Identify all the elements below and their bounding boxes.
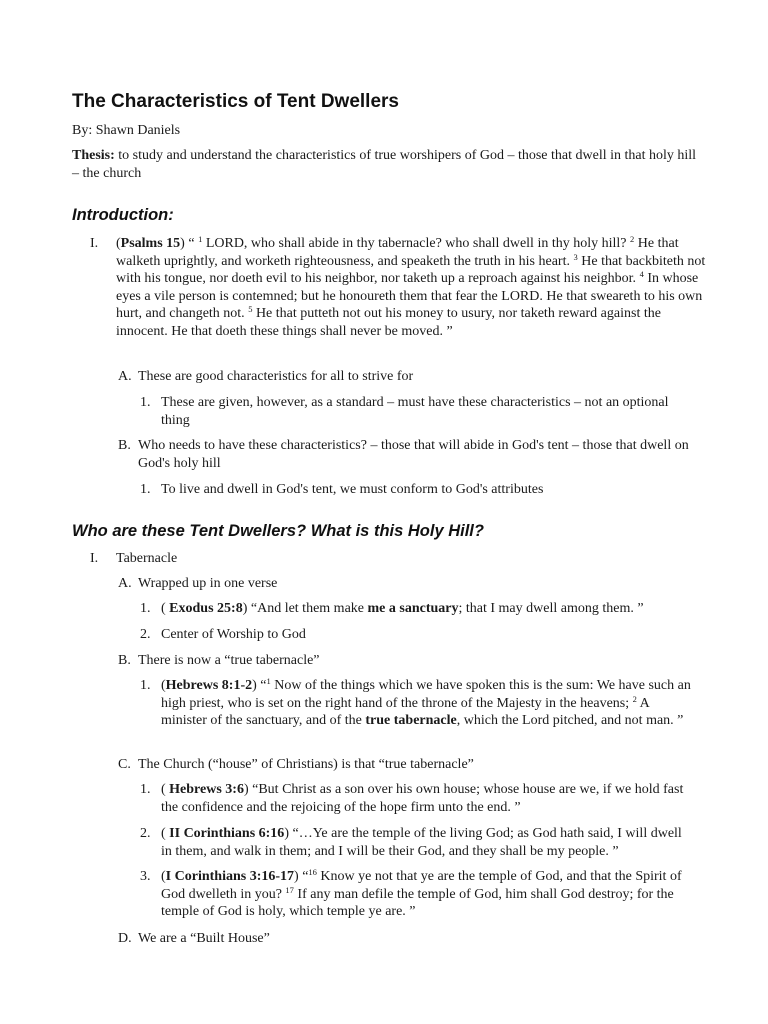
outline-marker: A. [118,576,132,591]
outline-text: To live and dwell in God's tent, we must conform to God's attributes [161,482,544,497]
outline-marker: D. [118,931,132,946]
intro-outline-item-a [118,368,698,386]
verse-number: 16 [308,867,317,877]
thesis-label: Thesis: [72,148,115,163]
outline-text: Center of Worship to God [161,627,306,642]
outline-marker: 1. [140,395,151,410]
scripture-reference: Hebrews 8:1-2 [165,678,253,693]
outline-text: These are good characteristics for all to strive for [138,369,414,384]
scripture-reference: II Corinthians 6:16 [169,826,285,841]
verse-number: 3 [573,251,578,262]
outline-marker: I. [90,551,99,566]
outline-marker: 1. [140,678,151,693]
scripture-reference: Exodus 25:8 [169,601,243,616]
verse-text: LORD, who shall abide in thy tabernacle? who shall dwell in thy holy hill? [202,236,631,251]
outline-marker: I. [90,236,99,251]
intro-outline-item-a1 [140,394,691,429]
outline-text: These are given, however, as a standard – must have these characteristics – not an optional thing [161,395,669,428]
outline-marker: B. [118,438,131,453]
verse-number: 2 [630,234,635,244]
verse-number: 17 [285,884,294,895]
outline-text: Tabernacle [116,551,178,566]
tent-outline-item-a2 [140,626,691,644]
outline-marker: C. [118,757,131,772]
tent-outline-item-b1: 1. (Hebrews 8:1-2) “$^1$ Now of the things which we have spoken this is the sum: We have such an high priest, who is set on the right hand of the throne of the Majesty in the heavens; $^2$ A minister of the sanctuary, and of the true tabernacle, which the Lord pitched, and not man. ” [140,676,691,728]
tent-outline-item-c3: 3. (I Corinthians 3:16-17) “$^{16}$ Know ye not that ye are the temple of God, and that the Spirit of God dwelleth in you? $^{17}$ If any man defile the temple of God, him shall God destroy; for the temple of God is holy, which temple ye are. ” [140,867,682,919]
document-title: The Characteristics of Tent Dwellers [72,91,399,112]
outline-marker: A. [118,369,132,384]
tent-outline-item-c2: 2. ( II Corinthians 6:16) “…Ye are the temple of the living God; as God hath said, I will dwell in them, and walk in them; and I will be their God, and they shall be my people. ” [140,826,682,859]
outline-marker: 2. [140,627,151,642]
tent-outline-item-1 [90,550,706,568]
tent-outline-item-a [118,575,698,593]
emphasis-text: true tabernacle [365,713,457,728]
scripture-reference: I Corinthians 3:16-17 [165,869,295,884]
thesis-paragraph [72,147,702,182]
intro-outline-item-b [118,437,698,472]
outline-marker: 3. [140,869,151,884]
tent-dwellers-heading: Who are these Tent Dwellers? What is this Holy Hill? [72,522,484,540]
intro-outline-item-b1 [140,481,691,499]
emphasis-text: me a sanctuary [367,601,459,616]
verse-text: He that walketh uprightly, and worketh righteousness, and speaketh the truth in his heart. [116,236,679,269]
author-line: By: Shawn Daniels [72,123,181,138]
tent-outline-item-b [118,652,698,670]
verse-text: He that backbiteth not with his tongue, nor doeth evil to his neighbor, nor taketh up a reproach against his neighbor. [116,253,706,286]
thesis-text: to study and understand the characteristics of true worshipers of God – those that dwell in that holy hill – the church [72,148,697,181]
outline-marker: 1. [140,782,151,797]
scripture-reference: Psalms 15 [120,236,181,251]
verse-number: 2 [632,693,637,704]
outline-marker: 2. [140,826,151,841]
verse-text: In whose eyes a vile person is contemned; but he honoureth them that fear the LORD. He that sweareth to his own hurt, and changeth not. [116,271,703,321]
introduction-heading: Introduction: [72,206,174,224]
outline-marker: 1. [140,482,151,497]
verse-number: 5 [248,304,253,314]
tent-outline-item-c [118,756,698,774]
tent-outline-item-d [118,930,698,948]
outline-text: We are a “Built House” [138,931,270,946]
verse-number: 1 [266,676,271,686]
tent-outline-item-c1: 1. ( Hebrews 3:6) “But Christ as a son over his own house; whose house are we, if we hold fast the confidence and the rejoicing of the hope firm unto the end. ” [140,782,684,815]
outline-text: Who needs to have these characteristics? – those that will abide in God's tent – those that dwell on God's holy hill [138,438,689,471]
verse-text: He that putteth not out his money to usury, nor taketh reward against the innocent. He that doeth these things shall never be moved. ” [116,306,661,339]
outline-text: Wrapped up in one verse [138,576,278,591]
outline-text: There is now a “true tabernacle” [138,653,320,668]
verse-number: 1 [198,234,203,244]
outline-marker: 1. [140,601,151,616]
intro-outline-item-1: I. (Psalms 15) “ $^1$ LORD, who shall abide in thy tabernacle? who shall dwell in thy holy hill? $^2$ He that walketh uprightly, and worketh righteousness, and speaketh the truth in his heart. $^3$ He that backbiteth not with his tongue, nor doeth evil to his neighbor, nor taketh up a reproach against his neighbor. $^4$ In whose eyes a vile person is contemned; but he honoureth them that fear the LORD. He that sweareth to his own hurt, and changeth not. $^5$ He that putteth not out his money to usury, nor taketh reward against the innocent. He that doeth these things shall never be moved. ” [90,234,706,339]
outline-text: The Church (“house” of Christians) is that “true tabernacle” [138,757,474,772]
tent-outline-item-a1: 1. ( Exodus 25:8) “And let them make me a sanctuary; that I may dwell among them. ” [140,601,644,616]
outline-marker: B. [118,653,131,668]
verse-number: 4 [639,269,644,279]
scripture-reference: Hebrews 3:6 [169,782,244,797]
